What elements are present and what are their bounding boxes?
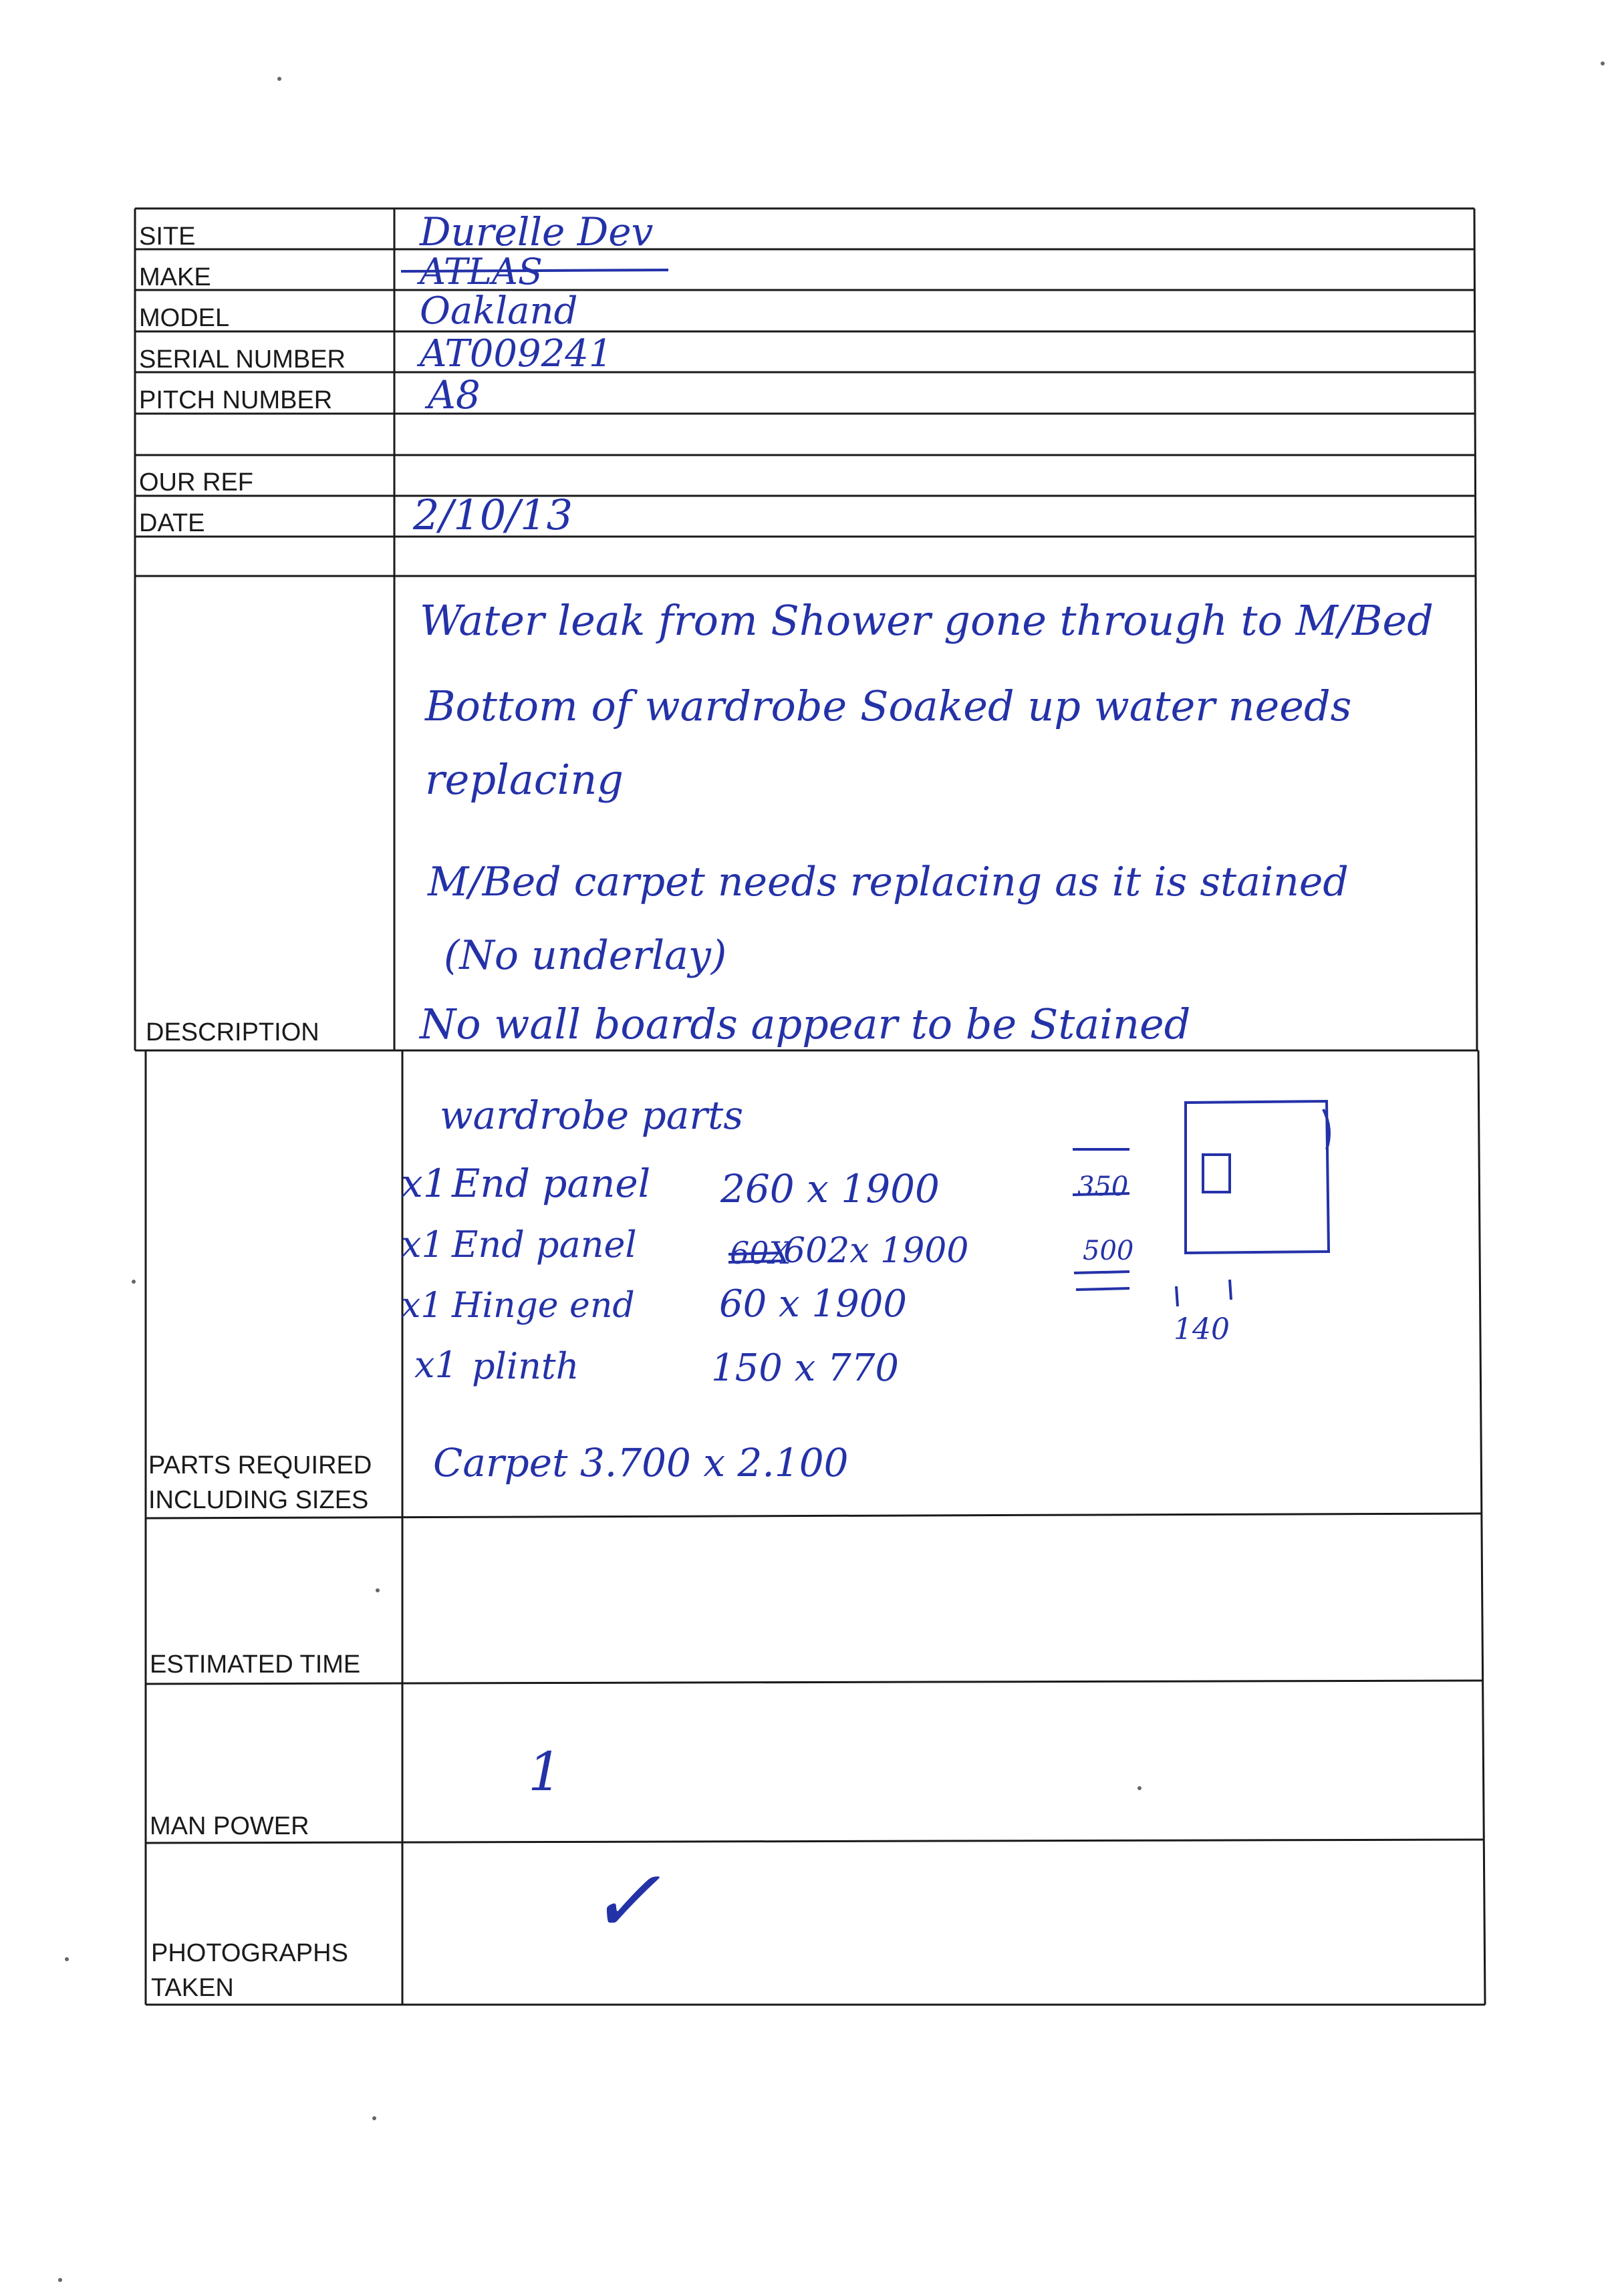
- man-power-value: 1: [528, 1741, 562, 1803]
- date-value: 2/10/13: [413, 490, 573, 539]
- sketch-middle-dimension: 500: [1083, 1236, 1134, 1266]
- taken-label: TAKEN: [151, 1974, 234, 2002]
- estimated-time-label: ESTIMATED TIME: [150, 1651, 361, 1679]
- model-value: Oakland: [420, 289, 578, 333]
- date-label: DATE: [139, 509, 205, 537]
- part-4-size: 150 x 770: [711, 1346, 899, 1390]
- description-line-1: Water leak from Shower gone through to M/Bed: [420, 596, 1434, 645]
- sketch-top-dimension: 350: [1077, 1171, 1129, 1202]
- description-label: DESCRIPTION: [146, 1018, 319, 1046]
- man-power-label: MAN POWER: [150, 1812, 309, 1840]
- make-label: MAKE: [139, 263, 211, 291]
- description-line-2: Bottom of wardrobe Soaked up water needs: [425, 682, 1352, 730]
- description-line-4: M/Bed carpet needs replacing as it is stained: [428, 859, 1349, 905]
- pitch-number-value: A8: [428, 372, 481, 418]
- parts-required-label: PARTS REQUIRED: [148, 1451, 372, 1479]
- including-sizes-label: INCLUDING SIZES: [148, 1486, 369, 1514]
- description-line-6: No wall boards appear to be Stained: [420, 1000, 1191, 1048]
- part-2-size: 602x 1900: [783, 1231, 969, 1271]
- site-value: Durelle Dev: [420, 209, 654, 255]
- photographs-label: PHOTOGRAPHS: [151, 1939, 348, 1967]
- serial-number-value: AT009241: [420, 332, 613, 376]
- description-line-5: (No underlay): [444, 932, 727, 979]
- pitch-number-label: PITCH NUMBER: [139, 386, 333, 414]
- part-3-size: 60 x 1900: [719, 1282, 907, 1326]
- part-2-name: End panel: [452, 1224, 637, 1266]
- sketch-bottom-dimension: 140: [1174, 1312, 1230, 1346]
- site-label: SITE: [139, 223, 196, 251]
- part-1-name: End panel: [452, 1161, 651, 1206]
- part-4-name: plinth: [472, 1345, 579, 1387]
- part-1-size: 260 x 1900: [720, 1166, 940, 1211]
- our-ref-label: OUR REF: [139, 468, 253, 496]
- part-3-qty: x1: [401, 1286, 443, 1326]
- parts-heading: wardrobe parts: [440, 1093, 744, 1138]
- serial-number-label: SERIAL NUMBER: [139, 345, 346, 374]
- make-value: ATLAS: [420, 251, 543, 293]
- part-3-name: Hinge end: [452, 1286, 635, 1326]
- part-4-qty: x1: [414, 1344, 458, 1386]
- photos-taken-check: ✓: [588, 1850, 661, 1952]
- part-2-qty: x1: [401, 1224, 444, 1266]
- part-1-qty: x1: [401, 1161, 448, 1206]
- model-label: MODEL: [139, 304, 230, 332]
- carpet-size: Carpet 3.700 x 2.100: [433, 1440, 849, 1485]
- part-2-struck: 60X: [730, 1235, 791, 1271]
- description-line-3: replacing: [425, 755, 624, 804]
